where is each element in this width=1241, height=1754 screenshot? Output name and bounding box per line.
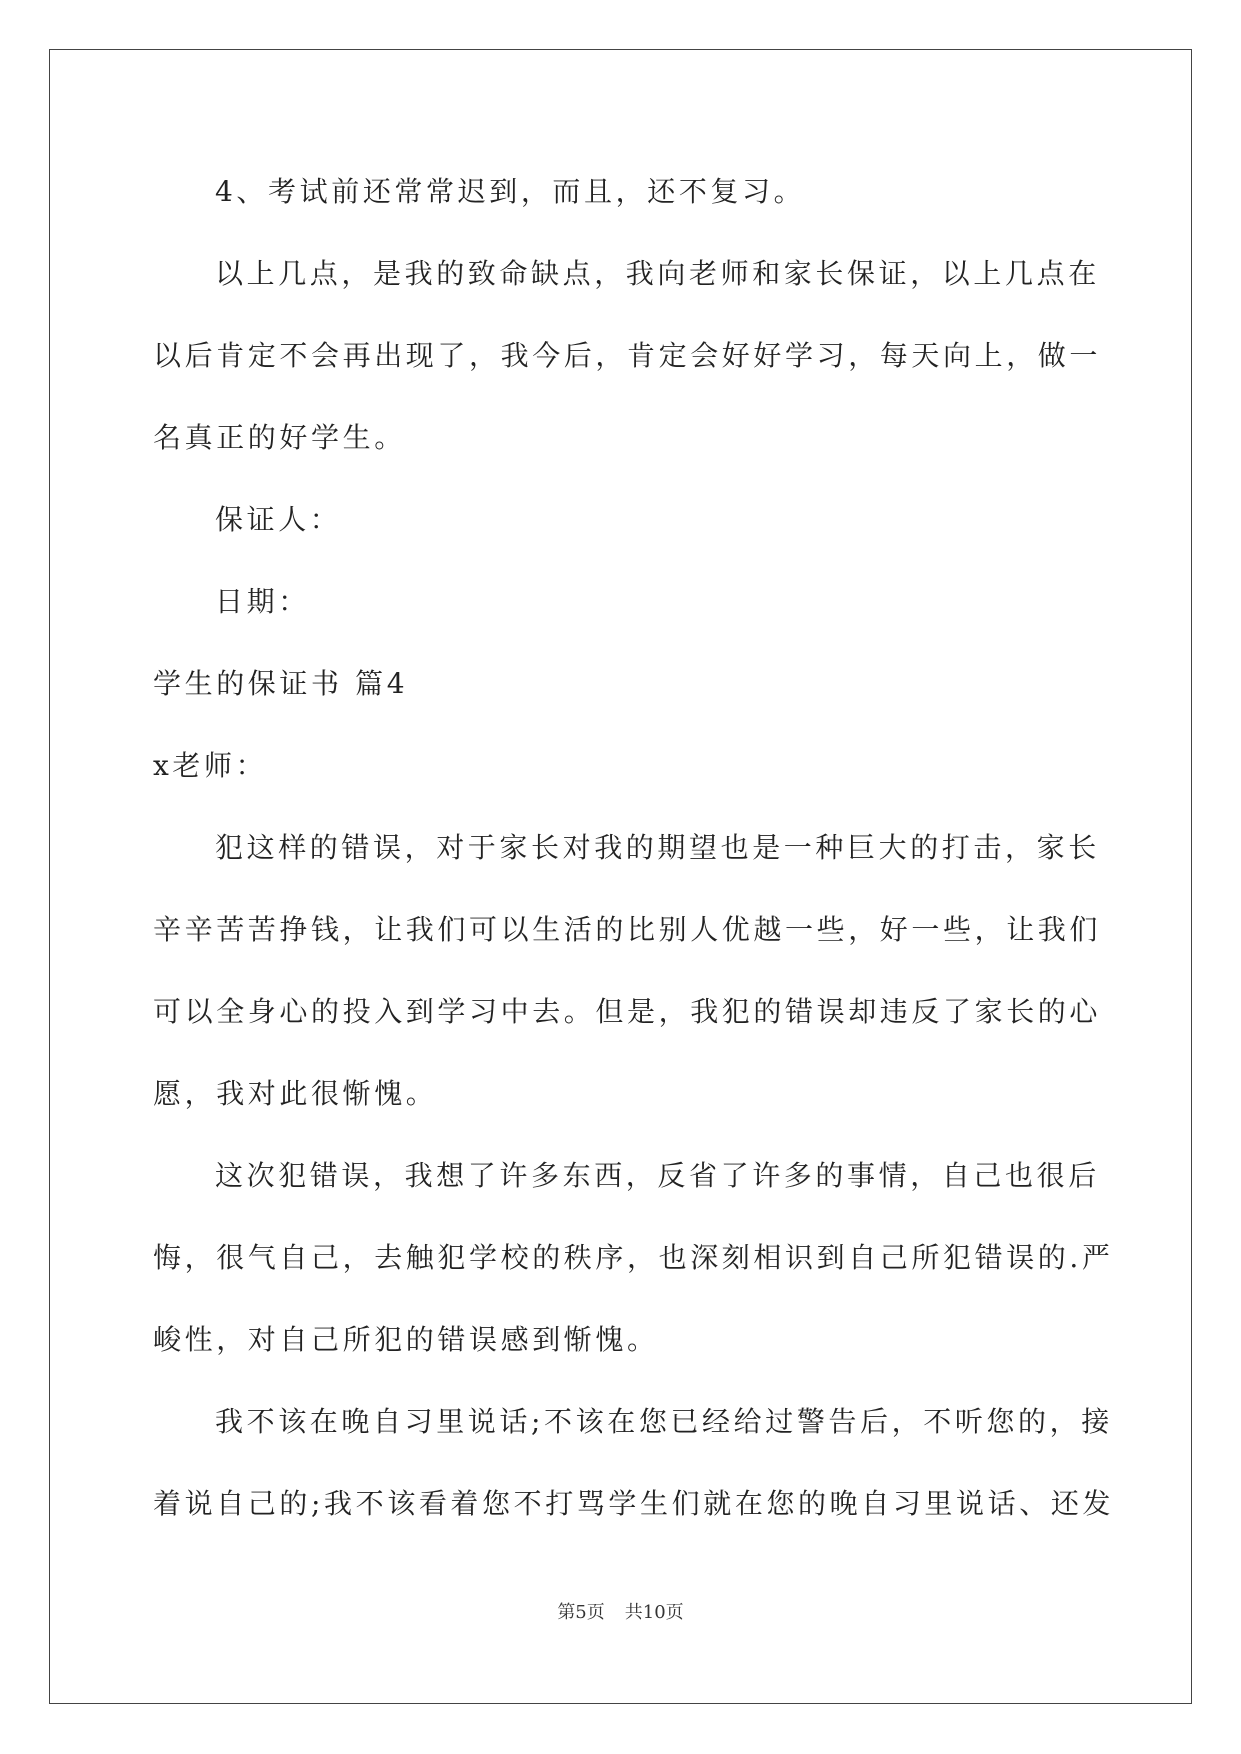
body-line: 保证人： [215, 503, 342, 536]
body-line: 以上几点，是我的致命缺点，我向老师和家长保证，以上几点在 [215, 257, 1100, 290]
body-line: 犯这样的错误，对于家长对我的期望也是一种巨大的打击，家长 [215, 831, 1100, 864]
body-line: 名真正的好学生。 [153, 421, 406, 454]
page-total: 共10页 [624, 1602, 684, 1623]
salutation: x老师： [153, 749, 268, 782]
page-border [49, 49, 1192, 1704]
body-line: 峻性，对自己所犯的错误感到惭愧。 [153, 1323, 659, 1356]
body-line: 以后肯定不会再出现了，我今后，肯定会好好学习，每天向上，做一 [153, 339, 1102, 372]
body-line: 辛辛苦苦挣钱，让我们可以生活的比别人优越一些，好一些，让我们 [153, 913, 1102, 946]
body-line: 可以全身心的投入到学习中去。但是，我犯的错误却违反了家长的心 [153, 995, 1102, 1028]
body-line: 日期： [215, 585, 310, 618]
body-line: 我不该在晚自习里说话;不该在您已经给过警告后，不听您的，接 [215, 1405, 1113, 1438]
page-number: 第5页 [557, 1602, 605, 1623]
body-line: 着说自己的;我不该看着您不打骂学生们就在您的晚自习里说话、还发 [153, 1487, 1115, 1520]
body-line: 这次犯错误，我想了许多东西，反省了许多的事情，自己也很后 [215, 1159, 1100, 1192]
page-footer [0, 1601, 1241, 1625]
body-line: 悔，很气自己，去触犯学校的秩序，也深刻相识到自己所犯错误的.严 [153, 1241, 1114, 1274]
body-line: 4、考试前还常常迟到，而且，还不复习。 [215, 175, 806, 208]
section-heading: 学生的保证书 篇4 [153, 667, 409, 700]
body-line: 愿，我对此很惭愧。 [153, 1077, 438, 1110]
